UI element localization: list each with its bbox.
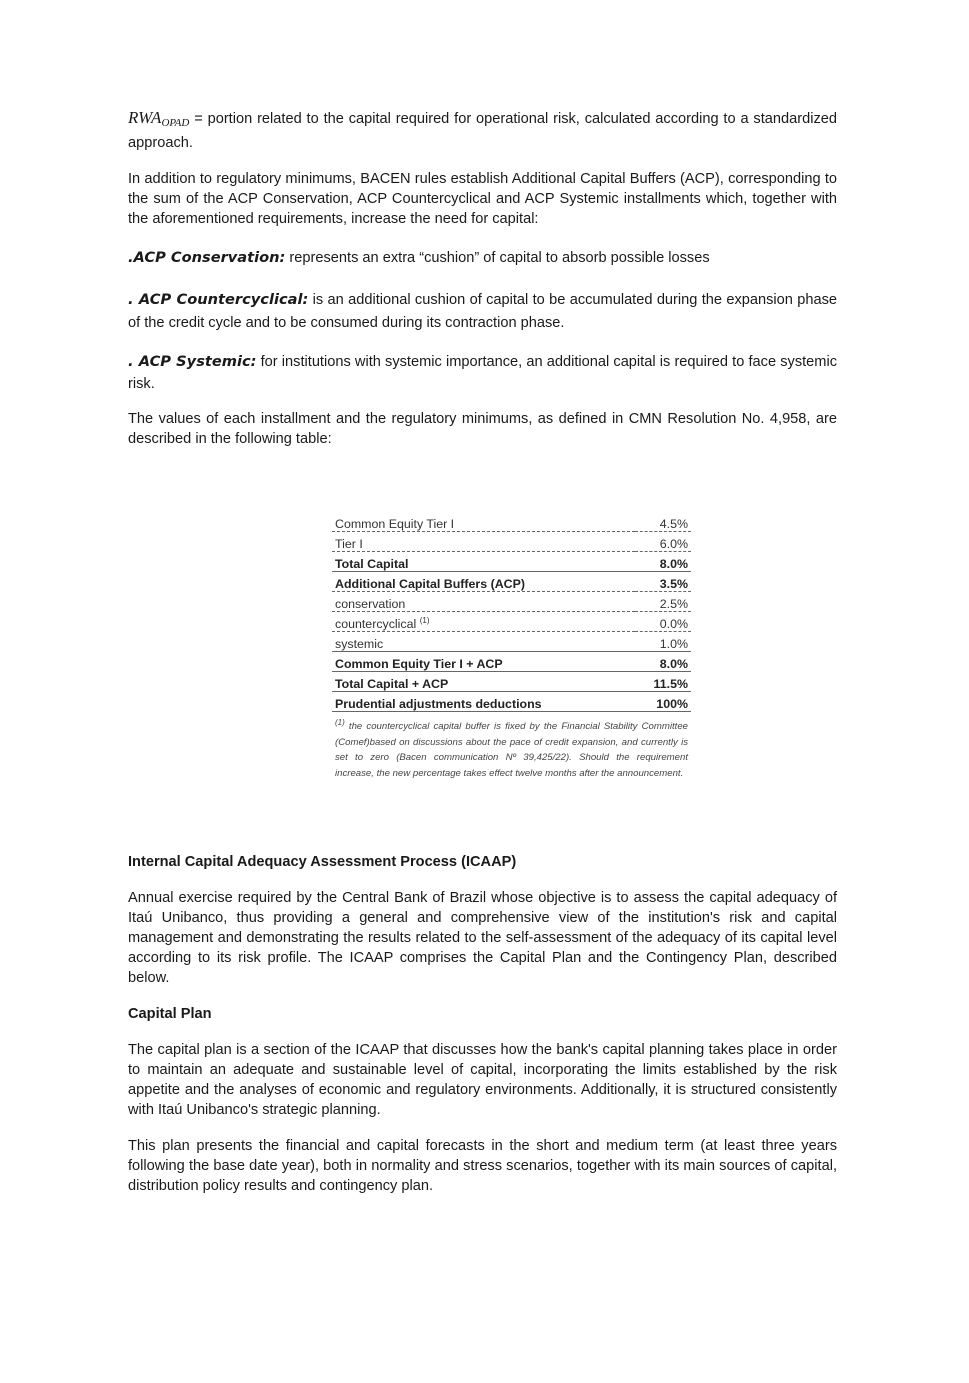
capital-plan-heading: Capital Plan (128, 1006, 212, 1022)
table-row: countercyclical $^{(1)}$ 0.0% (332, 612, 691, 632)
capital-plan-paragraph-1: The capital plan is a section of the ICAAP that discusses how the bank's capital planning takes place in order to maintain an adequate and sustainable level of capital, incorporating the limits established by the risk appetite and the analyses of economic and regulatory environments. Additionally, it is structured consistently with Itaú Unibanco's strategic planning. (128, 1042, 837, 1118)
table-row: Common Equity Tier I 4.5% (332, 512, 691, 532)
table-row: Total Capital + ACP 11.5% (332, 672, 691, 692)
rwa-formula: $RWA_{OPAD}$ (128, 108, 190, 129)
bullet-acp-systemic: . ACP Systemic: for institutions with systemic importance, an additional capital is required to face systemic risk. (128, 353, 837, 392)
table-row: Common Equity Tier I + ACP 8.0% (332, 652, 691, 672)
icaap-heading: Internal Capital Adequacy Assessment Process (ICAAP) (128, 854, 517, 870)
table-footnote: $^{(1)}$ the countercyclical capital buffer is fixed by the Financial Stability Committee (Comef)based on discussions about the pace of credit expansion, and currently is set to zero (Bacen communication Nº 39,425/22). Should the requirement increase, the new percentage takes effect twelve months after the announcement. (335, 718, 688, 779)
capital-requirements-table (332, 512, 691, 781)
icaap-section (128, 852, 837, 1196)
bullet-acp-conservation: .ACP Conservation: represents an extra “cushion” of capital to absorb possible losses (128, 249, 710, 266)
table-row: Prudential adjustments deductions 100% (332, 692, 691, 712)
table-row: conservation 2.5% (332, 592, 691, 612)
acp-intro-paragraph: In addition to regulatory minimums, BACEN rules establish Additional Capital Buffers (ACP), corresponding to the sum of the ACP Conservation, ACP Countercyclical and ACP Systemic installments which, together with the aforementioned requirements, increase the need for capital: (128, 171, 837, 227)
capital-plan-paragraph-2: This plan presents the financial and capital forecasts in the short and medium term (at least three years following the base date year), both in normality and stress scenarios, together with its main sources of capital, distribution policy results and contingency plan. (128, 1138, 837, 1194)
bullet-acp-countercyclical: . ACP Countercyclical: is an additional cushion of capital to be accumulated during the expansion phase of the credit cycle and to be consumed during its contraction phase. (128, 291, 838, 331)
table-intro-paragraph: The values of each installment and the regulatory minimums, as defined in CMN Resolution No. 4,958, are described in the following table: (128, 411, 837, 447)
document-body (128, 106, 837, 449)
table-row: systemic 1.0% (332, 632, 691, 652)
icaap-paragraph: Annual exercise required by the Central Bank of Brazil whose objective is to assess the capital adequacy of Itaú Unibanco, thus providing a general and comprehensive view of the institution's risk and capital management and demonstrating the results related to the self-assessment of the adequacy of its capital level according to its risk profile. The ICAAP comprises the Capital Plan and the Contingency Plan, described below. (128, 890, 837, 986)
table-row: Total Capital 8.0% (332, 552, 691, 572)
table-row: Tier I 6.0% (332, 532, 691, 552)
table-row: Additional Capital Buffers (ACP) 3.5% (332, 572, 691, 592)
operational-risk-paragraph: $RWA_{OPAD}$ = portion related to the capital required for operational risk, calculated according to a standardized approach. (128, 108, 837, 151)
